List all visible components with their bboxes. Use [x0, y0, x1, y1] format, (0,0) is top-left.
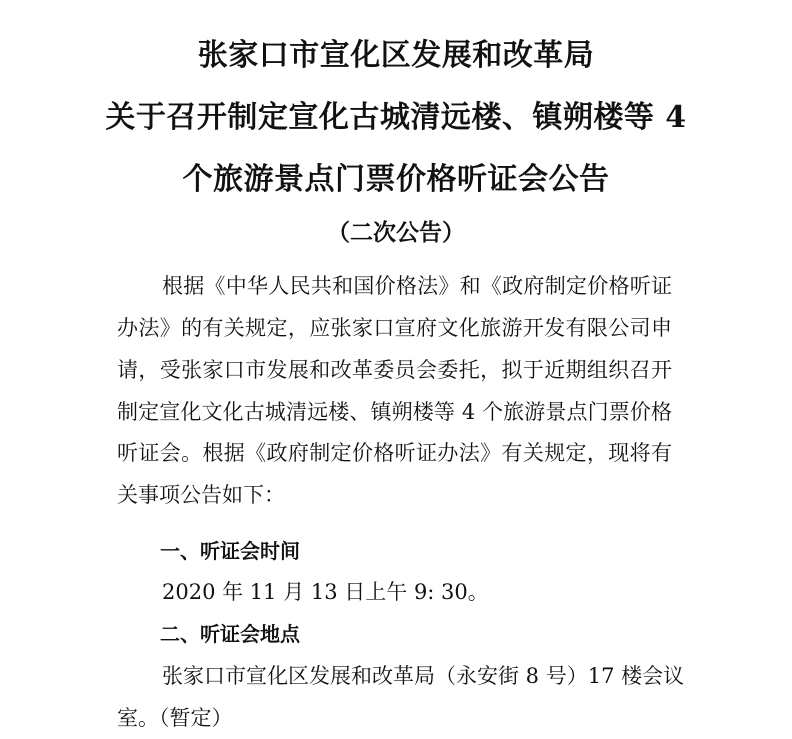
document-title-line-1: 张家口市宣化区发展和改革局	[197, 38, 595, 73]
section-location-text: 张家口市宣化区发展和改革局（永安街 8 号）17 楼会议	[162, 664, 685, 688]
intro-paragraph-line: 根据《中华人民共和国价格法》和《政府制定价格听证	[162, 274, 672, 298]
document-title-line-3: 个旅游景点门票价格听证会公告	[182, 162, 610, 197]
intro-paragraph-line: 听证会。根据《政府制定价格听证办法》有关规定，现将有	[117, 441, 672, 465]
document-subtitle: （二次公告）	[327, 219, 465, 246]
document-title-line-2: 关于召开制定宣化古城清远楼、镇朔楼等 4	[105, 100, 687, 135]
section-heading-location: 二、听证会地点	[160, 622, 300, 646]
section-time-text: 2020 年 11 月 13 日上午 9: 30。	[162, 580, 489, 604]
intro-paragraph-line: 请，受张家口市发展和改革委员会委托，拟于近期组织召开	[117, 358, 672, 382]
section-heading-time: 一、听证会时间	[160, 539, 300, 563]
section-location-text: 室。（暂定）	[117, 706, 233, 730]
intro-paragraph-line: 办法》的有关规定，应张家口宣府文化旅游开发有限公司申	[117, 316, 672, 340]
intro-paragraph-line: 制定宣化文化古城清远楼、镇朔楼等 4 个旅游景点门票价格	[117, 400, 672, 424]
intro-paragraph-line: 关事项公告如下：	[117, 483, 285, 507]
